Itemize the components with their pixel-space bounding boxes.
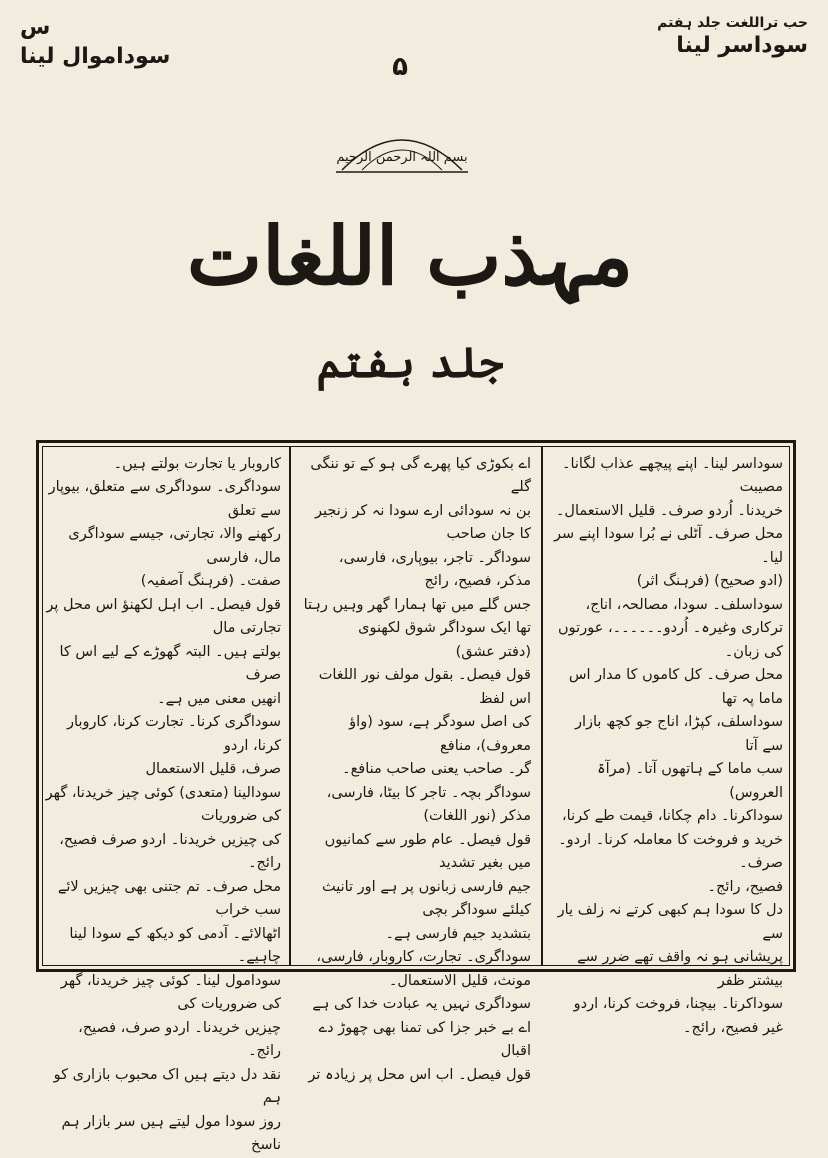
bismillah-text: بسم اللہ الرحمن الرحیم [336, 150, 468, 165]
text-line: نقد دل دیتے ہیں اک محبوب بازاری کو ہم [53, 1066, 281, 1107]
text-line: محل صرف۔ تم جتنی بھی چیزیں لائے سب خراب [57, 878, 281, 919]
running-header-right [608, 14, 808, 61]
text-line: قول فیصل۔ بقول مولف نور اللغات اس لفظ [318, 667, 531, 707]
text-line: سودامول لینا۔ کوئی چیز خریدنا، گھر کی ضروریات کی [60, 972, 281, 1013]
text-line: صرف، قلیل الاستعمال [145, 761, 281, 778]
text-line: اٹھالائے۔ آدمی کو دیکھ کے سودا لینا چاہیے۔ [69, 925, 281, 966]
text-line: سوداگری نہیں یہ عبادت خدا کی ہے [312, 996, 531, 1013]
running-header-left [20, 14, 180, 71]
text-line: بتشدید جیم فارسی ہے۔ [385, 925, 531, 942]
header-volume-label: حب تراللغت جلد ہفتم [657, 15, 808, 31]
text-line: انھیں معنی میں ہے۔ [157, 690, 281, 707]
text-line: سوداگری کرنا۔ تجارت کرنا، کاروبار کرنا، اردو [67, 714, 281, 754]
text-line: گر۔ صاحب یعنی صاحب منافع۔ [342, 761, 531, 778]
text-line: اے بے خبر جزا کی تمنا بھی چھوڑ دے اقبال [318, 1019, 531, 1060]
text-line: قول فیصل۔ عام طور سے کمانیوں میں بغیر تشدید [324, 831, 531, 872]
column-right [551, 453, 783, 1036]
header-letter: س [20, 15, 51, 40]
text-line: خریدنا۔ اُردو صرف۔ قلیل الاستعمال۔ [555, 502, 783, 519]
text-line: سوداگری۔ سوداگری سے متعلق، بیوپار سے تعلق [48, 479, 281, 519]
text-line: جس گلے میں تھا ہمارا گھر وہیں رہتا تھا ایک سوداگر شوق لکھنوی [303, 596, 531, 637]
text-line: سوداکرنا۔ بیچنا، فروخت کرنا، اردو [573, 996, 783, 1013]
text-line: پریشانی ہو نہ واقف تھے ضرر سے بیشتر ظفر [577, 949, 783, 989]
text-line: (ادو صحیح) (فرہنگ اثر) [636, 573, 783, 590]
text-line: محل صرف۔ کل کاموں کا مدار اس ماما پہ تھا [568, 667, 783, 707]
text-line: سوداسلف۔ سودا، مصالحہ، اناج، [585, 596, 783, 613]
header-entry-end: سوداموال لینا [20, 43, 171, 69]
text-line: کی چیزیں خریدنا۔ اردو صرف فصیح، رائج۔ [59, 831, 281, 872]
text-line: سوداکرنا۔ دام چکانا، قیمت طے کرنا، [561, 808, 783, 825]
text-line: کی اصل سودگر ہے، سود (واؤ معروف)، منافع [349, 714, 531, 754]
text-line: سوداگر۔ تاجر، بیوپاری، فارسی، مذکر، فصیح، رائج [338, 549, 531, 590]
text-line: (دفتر عشق) [455, 643, 531, 660]
text-line: سب ماما کے ہاتھوں آتا۔ (مرآۃ العروس) [597, 761, 783, 801]
text-line: چیزیں خریدنا۔ اردو صرف، فصیح، رائج۔ [78, 1019, 281, 1060]
text-line: اے بکوڑی کیا پھرے گی ہو کے تو ننگی گلے [310, 456, 531, 496]
column-divider [289, 447, 291, 965]
text-line: محل صرف۔ آٹلی نے بُرا سودا اپنے سر لیا۔ [554, 526, 783, 566]
text-line: ترکاری وغیرہ۔ اُردو۔۔۔۔۔۔، عورتوں [558, 620, 783, 637]
header-entry-start: سوداسر لینا [676, 33, 808, 59]
text-line: خرید و فروخت کا معاملہ کرنا۔ اردو۔ صرف۔ [558, 831, 783, 872]
text-line: کاروبار یا تجارت بولتے ہیں۔ [113, 456, 281, 472]
column-left [45, 453, 281, 1154]
column-middle [301, 453, 531, 1083]
text-line: سوداسلف، کپڑا، اناج جو کچھ بازار سے آتا [574, 714, 783, 754]
text-line: قول فیصل۔ اب اہل لکھنؤ اس محل پر تجارتی مال [46, 596, 281, 637]
text-line: روز سودا مول لیتے ہیں سر بازار ہم ناسخ [61, 1113, 281, 1154]
text-line: مونث، قلیل الاستعمال۔ [388, 972, 531, 989]
text-line: رکھنے والا، تجارتی، جیسے سوداگری مال، فارسی [68, 526, 281, 566]
page-number: ۵ [392, 52, 408, 82]
text-line: سوداگر بچہ۔ تاجر کا بیٹا، فارسی، مذکر (نور اللغات) [326, 784, 531, 825]
text-line: بولتے ہیں۔ البتہ گھوڑے کے لیے اس کا صرف [59, 643, 281, 684]
text-line: کی زبان۔ [724, 643, 783, 660]
text-line: سوداگری۔ تجارت، کاروبار، فارسی، [316, 949, 531, 966]
text-line: سوداسر لینا۔ اپنے پیچھے عذاب لگانا۔ مصیبت [561, 456, 783, 496]
text-line: دل کا سودا ہم کبھی کرتے نہ زلف یار سے [557, 902, 783, 942]
text-line: بن نہ سودائی ارے سودا نہ کر زنجیر کا جان صاحب [315, 502, 531, 543]
dictionary-text-frame [36, 440, 796, 1154]
text-line: قول فیصل۔ اب اس محل پر زیادہ تر [308, 1066, 531, 1083]
text-line: جیم فارسی زبانوں پر ہے اور تانیث کیلئے سوداگر بچی [321, 878, 531, 919]
column-divider [541, 447, 543, 965]
text-line: فصیح، رائج۔ [707, 878, 783, 895]
text-line: سودالینا (متعدی) کوئی چیز خریدنا، گھر کی ضروریات [45, 784, 281, 825]
book-title: مہذب اللغات [186, 209, 634, 303]
volume-label: جلد ہفتم [316, 338, 504, 387]
text-line: صفت۔ (فرہنگ آصفیہ) [140, 573, 281, 590]
text-line: غیر فصیح، رائج۔ [682, 1019, 783, 1036]
